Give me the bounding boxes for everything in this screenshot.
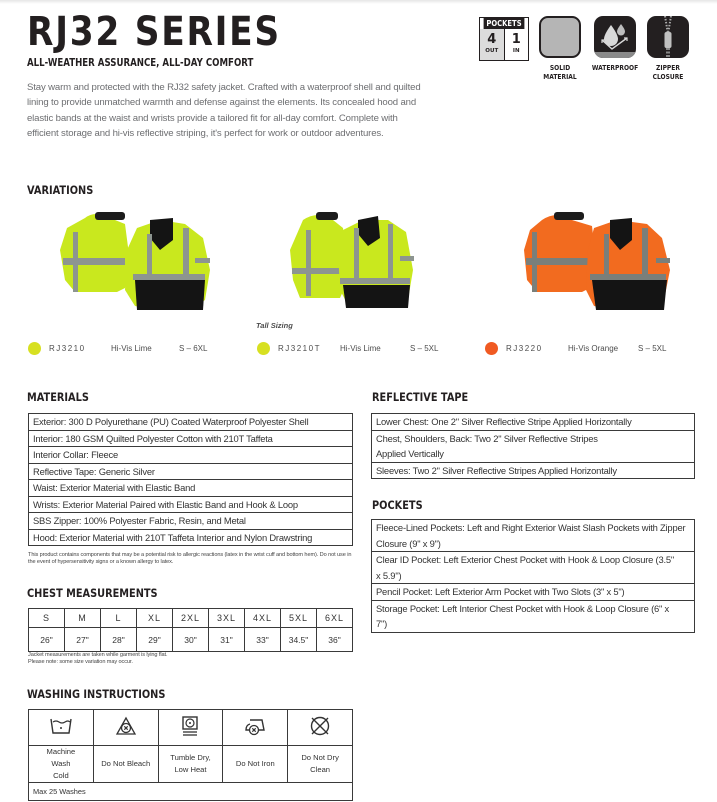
- size-header: 5XL: [281, 609, 317, 628]
- reflective-tape-table: [371, 413, 695, 479]
- pockets-row: Pencil Pocket: Left Exterior Arm Pocket with Two Slots (3" x 5"): [372, 584, 695, 601]
- pockets-badge-label: POCKETS: [484, 18, 525, 29]
- pockets-row: Clear ID Pocket: Left Exterior Chest Pocket with Hook & Loop Closure (3.5" x 5.9"): [372, 552, 695, 584]
- materials-heading: MATERIALS: [27, 390, 89, 404]
- reflective-tape-row: Sleeves: Two 2" Silver Reflective Stripes Applied Horizontally: [372, 462, 695, 479]
- jacket-image-rj3210: [55, 210, 215, 324]
- variation-sku: RJ3210T: [278, 344, 321, 353]
- materials-row: Interior Collar: Fleece: [29, 447, 353, 464]
- pockets-heading: POCKETS: [372, 498, 423, 512]
- feature-label: CLOSURE: [652, 73, 684, 81]
- variation-rj3210t: [257, 342, 438, 355]
- tumble-dry-low-icon: [181, 716, 199, 736]
- chest-value: 28": [101, 628, 137, 652]
- washing-table: [28, 709, 353, 801]
- waterproof-icon: [594, 16, 636, 58]
- variation-color: Hi-Vis Lime: [340, 344, 381, 353]
- reflective-tape-row: Lower Chest: One 2" Silver Reflective Stripe Applied Horizontally: [372, 414, 695, 431]
- product-description: Stay warm and protected with the RJ32 safety jacket. Crafted with a waterproof shell and quilted lining to provide unmatched warmth and defense against the elements. Its concealed hood and elastic bands at the waist and wrists provide a tailored fit for all-day comfort. Complete with efficient storage and hi-vis reflective striping, it's perfect for work or outdoor adventures.: [27, 82, 421, 140]
- color-swatch-lime: [257, 342, 270, 355]
- zipper-closure-icon: [647, 16, 689, 58]
- wash-label: Do Not Bleach: [93, 746, 158, 783]
- wash-label: Machine Wash Cold: [29, 746, 94, 783]
- chest-note-line: Please note: some size variation may occur.: [28, 659, 133, 665]
- wash-label: Do Not Iron: [223, 746, 288, 783]
- chest-table: [28, 608, 353, 652]
- size-header: XL: [137, 609, 173, 628]
- do-not-dry-clean-icon: [309, 715, 331, 737]
- materials-row: SBS Zipper: 100% Polyester Fabric, Resin, and Metal: [29, 513, 353, 530]
- variations-heading: VARIATIONS: [27, 183, 94, 197]
- wash-icon-cell: [288, 710, 353, 746]
- chest-value: 30": [173, 628, 209, 652]
- materials-row: Interior: 180 GSM Quilted Polyester Cotton with 210T Taffeta: [29, 430, 353, 447]
- chest-value: 36": [317, 628, 353, 652]
- variation-sizes: S – 5XL: [638, 344, 667, 353]
- reflective-tape-row: Chest, Shoulders, Back: Two 2" Silver Reflective Stripes Applied Vertically: [372, 430, 695, 462]
- feature-label: ZIPPER: [656, 64, 680, 72]
- variation-rj3210: [28, 342, 207, 355]
- pockets-table: [371, 519, 695, 633]
- chest-value: 29": [137, 628, 173, 652]
- variation-color: Hi-Vis Lime: [111, 344, 152, 353]
- materials-row: Reflective Tape: Generic Silver: [29, 463, 353, 480]
- feature-zipper-closure: [638, 16, 698, 82]
- size-header: S: [29, 609, 65, 628]
- variation-rj3220: [485, 342, 666, 355]
- size-header: L: [101, 609, 137, 628]
- max-washes: Max 25 Washes: [29, 783, 353, 801]
- pockets-badge: [479, 17, 529, 61]
- wash-label: Tumble Dry, Low Heat: [158, 746, 223, 783]
- pockets-row: Fleece-Lined Pockets: Left and Right Exterior Waist Slash Pockets with Zipper Closure (9" x 9"): [372, 520, 695, 552]
- color-swatch-orange: [485, 342, 498, 355]
- size-header: 4XL: [245, 609, 281, 628]
- variation-sku: RJ3210: [49, 344, 86, 353]
- page-title: RJ32 SERIES: [27, 9, 281, 55]
- pockets-row: Storage Pocket: Left Interior Chest Pocket with Hook & Loop Closure (6" x 7"): [372, 600, 695, 632]
- wash-icon-cell: [158, 710, 223, 746]
- wash-icon-cell: [93, 710, 158, 746]
- variation-sku: RJ3220: [506, 344, 543, 353]
- color-swatch-lime: [28, 342, 41, 355]
- chest-value: 27": [65, 628, 101, 652]
- feature-label: WATERPROOF: [591, 64, 639, 72]
- size-header: 2XL: [173, 609, 209, 628]
- chest-value: 33": [245, 628, 281, 652]
- materials-table: [28, 413, 353, 546]
- size-header: 6XL: [317, 609, 353, 628]
- materials-row: Wrists: Exterior Material Paired with Elastic Band and Hook & Loop: [29, 496, 353, 513]
- chest-value: 26": [29, 628, 65, 652]
- do-not-bleach-icon: [115, 716, 137, 736]
- page-subtitle: ALL-WEATHER ASSURANCE, ALL-DAY COMFORT: [27, 57, 254, 69]
- materials-row: Waist: Exterior Material with Elastic Band: [29, 480, 353, 497]
- feature-waterproof: [585, 16, 645, 73]
- wash-label: Do Not Dry Clean: [288, 746, 353, 783]
- allergy-note: This product contains components that may be a potential risk to allergic reactions (latex in the wrist cuff and bottom hem). Do not use in the event of hypersensitivity signs or a known allergy to latex.: [28, 552, 352, 565]
- washing-heading: WASHING INSTRUCTIONS: [27, 687, 166, 701]
- chest-value: 31": [209, 628, 245, 652]
- wash-icon-cell: [223, 710, 288, 746]
- chest-note: [28, 652, 167, 666]
- solid-material-icon: [539, 16, 581, 58]
- pockets-in-cell: [505, 29, 529, 60]
- pockets-out-cell: [480, 29, 505, 60]
- do-not-iron-icon: [243, 716, 267, 736]
- chest-note-line: Jacket measurements are taken while garment is lying flat.: [28, 652, 168, 658]
- wash-icon-cell: [29, 710, 94, 746]
- machine-wash-cold-icon: [50, 717, 72, 735]
- variation-sizes: S – 6XL: [179, 344, 208, 353]
- pockets-out-label: OUT: [485, 48, 499, 54]
- feature-label: MATERIAL: [543, 73, 577, 81]
- chest-heading: CHEST MEASUREMENTS: [27, 586, 158, 600]
- materials-row: Hood: Exterior Material with 210T Taffeta Interior and Nylon Drawstring: [29, 529, 353, 546]
- pockets-out-count: 4: [487, 32, 497, 47]
- reflective-tape-heading: REFLECTIVE TAPE: [372, 390, 469, 404]
- feature-solid-material: [530, 16, 590, 82]
- chest-value: 34.5": [281, 628, 317, 652]
- variation-sizes: S – 5XL: [410, 344, 439, 353]
- materials-row: Exterior: 300 D Polyurethane (PU) Coated Waterproof Polyester Shell: [29, 414, 353, 431]
- pockets-in-count: 1: [511, 32, 521, 47]
- tall-sizing-note: Tall Sizing: [256, 321, 293, 330]
- size-header: 3XL: [209, 609, 245, 628]
- jacket-image-rj3220: [522, 210, 682, 324]
- variation-color: Hi-Vis Orange: [568, 344, 619, 353]
- feature-label: SOLID: [549, 64, 571, 72]
- pockets-in-label: IN: [512, 48, 520, 54]
- size-header: M: [65, 609, 101, 628]
- jacket-image-rj3210t: [288, 210, 428, 324]
- top-shadow: [0, 0, 717, 4]
